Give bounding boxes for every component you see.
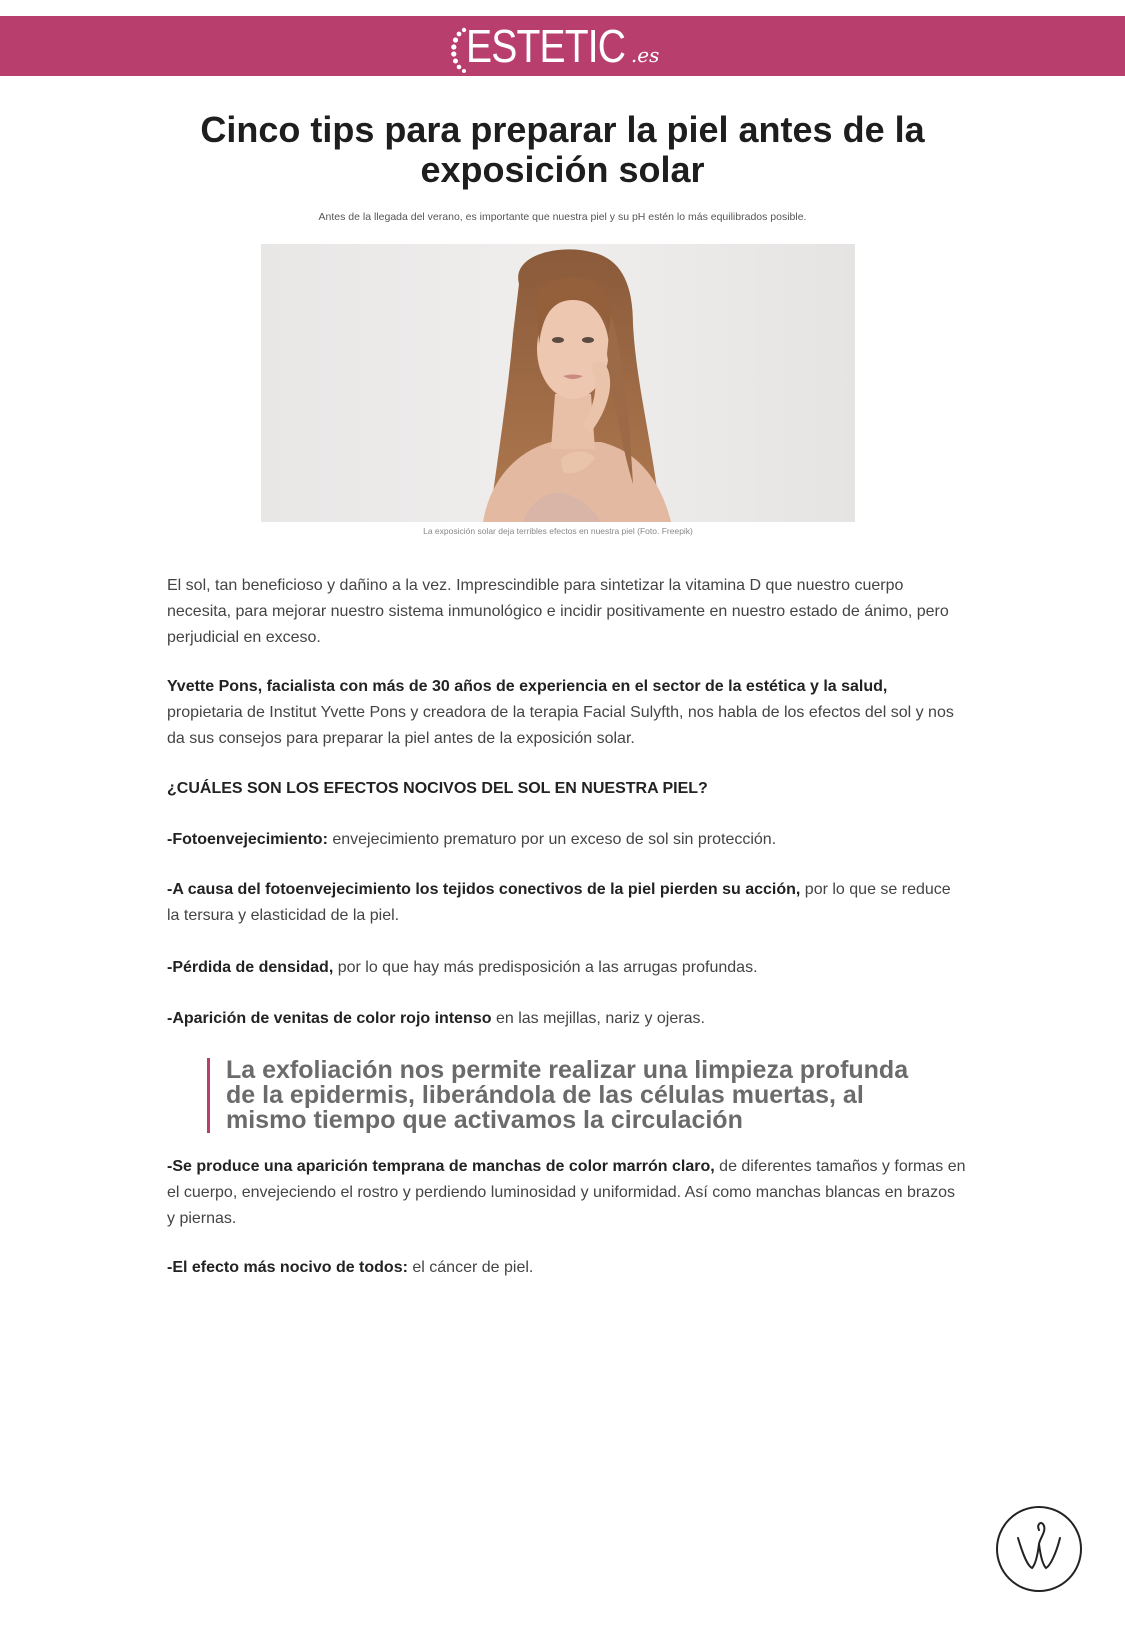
article-subtitle: Antes de la llegada del verano, es importante que nuestra piel y su pH estén lo más equilibrados posible. bbox=[318, 211, 807, 223]
expert-highlight: Yvette Pons, facialista con más de 30 años de experiencia en el sector de la estética y la salud, bbox=[167, 678, 888, 695]
effect-item bbox=[167, 1154, 967, 1232]
w-monogram-badge[interactable] bbox=[996, 1506, 1082, 1592]
effect-item-title: -A causa del fotoenvejecimiento los tejidos conectivos de la piel pierden su acción, bbox=[167, 881, 801, 898]
pull-quote: La exfoliación nos permite realizar una limpieza profunda de la epidermis, liberándola de las células muertas, al mismo tiempo que activamos la circulación bbox=[207, 1058, 927, 1133]
logo-text: ESTETIC bbox=[465, 20, 625, 72]
effect-item bbox=[167, 955, 967, 981]
effect-item-title: -Fotoenvejecimiento: bbox=[167, 831, 328, 848]
effect-item-text: el cáncer de piel. bbox=[407, 1259, 534, 1276]
effect-item bbox=[167, 1255, 967, 1281]
woman-portrait-image bbox=[261, 244, 855, 522]
effect-item-title: -El efecto más nocivo de todos: bbox=[167, 1259, 408, 1276]
effect-item-text: de diferentes tamaños y formas en el cuerpo, envejeciendo el rostro y perdiendo luminosidad y uniformidad. Así como manchas blancas en brazos y piernas. bbox=[167, 1158, 966, 1227]
paragraph-intro: El sol, tan beneficioso y dañino a la vez. Imprescindible para sintetizar la vitamina D que nuestro cuerpo necesita, para mejorar nuestro sistema inmunológico e incidir positivamente en nuestro estado de ánimo, pero perjudicial en exceso. bbox=[167, 577, 949, 646]
effect-item-text: envejecimiento prematuro por un exceso de sol sin protección. bbox=[327, 831, 777, 848]
expert-text: propietaria de Institut Yvette Pons y creadora de la terapia Facial Sulyfth, nos habla de los efectos del sol y nos da sus consejos para preparar la piel antes de la exposición solar. bbox=[167, 704, 954, 747]
effect-item-text: por lo que se reduce la tersura y elasticidad de la piel. bbox=[167, 881, 951, 924]
effect-item-title: -Se produce una aparición temprana de manchas de color marrón claro, bbox=[167, 1158, 715, 1175]
section-heading: ¿CUÁLES SON LOS EFECTOS NOCIVOS DEL SOL EN NUESTRA PIEL? bbox=[167, 780, 708, 797]
article-title: Cinco tips para preparar la piel antes de la exposición solar bbox=[200, 109, 925, 190]
image-caption: La exposición solar deja terribles efectos en nuestra piel (Foto. Freepik) bbox=[423, 526, 693, 536]
logo-domain: .es bbox=[630, 43, 660, 67]
effect-item-text: por lo que hay más predisposición a las arrugas profundas. bbox=[333, 959, 758, 976]
effect-item-title: -Pérdida de densidad, bbox=[167, 959, 334, 976]
effect-item bbox=[167, 1006, 967, 1032]
effect-item-text: en las mejillas, nariz y ojeras. bbox=[491, 1010, 705, 1027]
w-monogram-icon bbox=[998, 1508, 1080, 1590]
article-image bbox=[261, 244, 855, 522]
effect-item bbox=[167, 827, 967, 853]
site-logo[interactable] bbox=[465, 20, 660, 72]
effect-item bbox=[167, 877, 967, 929]
site-header bbox=[0, 16, 1125, 76]
effect-item-title: -Aparición de venitas de color rojo intenso bbox=[167, 1010, 492, 1027]
paragraph-expert bbox=[167, 674, 967, 752]
